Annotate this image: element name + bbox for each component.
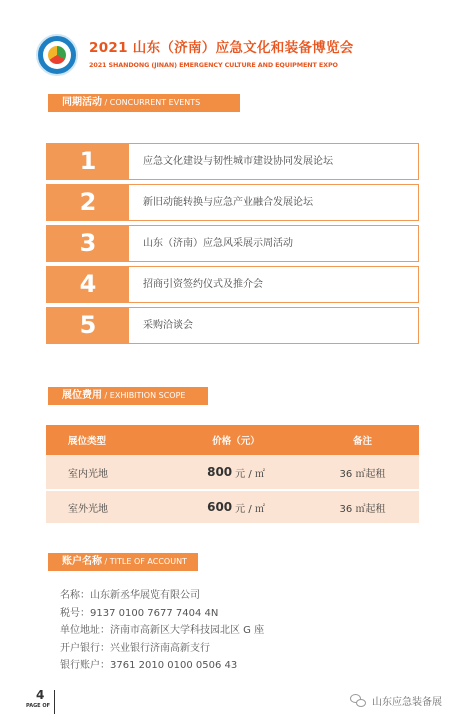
price-unit: 元 / ㎡ (235, 503, 265, 515)
price-table-header (46, 425, 419, 455)
page-divider (54, 690, 55, 714)
price-value: 600 (207, 500, 233, 514)
expo-title-cn: 2021 山东（济南）应急文化和装备博览会 (89, 40, 354, 56)
page-number: 4 (36, 688, 45, 702)
header-note: 备注 (352, 436, 372, 447)
event-title: 采购洽谈会 (143, 320, 193, 331)
account-tax-id: 税号：9137 0100 7677 7404 4N (60, 607, 219, 619)
table-row (46, 455, 419, 489)
booth-price (166, 455, 306, 489)
booth-type: 室外光地 (68, 503, 108, 515)
header-price: 价格（元） (212, 436, 260, 447)
events-list (46, 143, 419, 348)
booth-note: 36 ㎡起租 (339, 503, 386, 515)
event-title: 山东（济南）应急风采展示周活动 (143, 238, 293, 249)
events-label-en: / CONCURRENT EVENTS (102, 98, 201, 107)
event-title: 新旧动能转换与应急产业融合发展论坛 (143, 197, 313, 208)
account-label-en: / TITLE OF ACCOUNT (102, 557, 187, 566)
watermark-text: 山东应急装备展 (372, 697, 442, 708)
header (0, 0, 466, 90)
booth-type: 室内光地 (68, 468, 108, 480)
price-value: 800 (207, 465, 233, 479)
account-section-label (48, 553, 198, 571)
scope-label-cn: 展位费用 (62, 390, 102, 401)
account-bank: 开户银行：兴业银行济南高新支行 (60, 642, 210, 654)
event-title: 招商引资签约仪式及推介会 (143, 279, 263, 290)
table-row (46, 489, 419, 523)
wechat-icon (350, 694, 366, 708)
event-item (46, 266, 419, 303)
event-item (46, 225, 419, 262)
price-table (46, 425, 419, 523)
event-item (46, 184, 419, 221)
event-title: 应急文化建设与韧性城市建设协同发展论坛 (143, 156, 333, 167)
events-label-cn: 同期活动 (62, 97, 102, 108)
booth-note: 36 ㎡起租 (339, 468, 386, 480)
account-number: 银行账户：3761 2010 0100 0506 43 (60, 660, 238, 671)
account-label-cn: 账户名称 (62, 556, 102, 567)
account-name: 名称：山东新丞华展览有限公司 (60, 590, 200, 601)
scope-label-en: / EXHIBITION SCOPE (102, 391, 186, 400)
wechat-watermark (350, 693, 442, 708)
event-item (46, 307, 419, 344)
events-section-label (48, 94, 240, 112)
event-number: 1 (47, 144, 129, 179)
event-item (46, 143, 419, 180)
expo-title-en: 2021 SHANDONG (JINAN) EMERGENCY CULTURE AND EQUIPMENT EXPO (89, 61, 338, 69)
event-number: 4 (47, 267, 129, 302)
page-of-label: PAGE OF (26, 703, 51, 709)
event-number: 3 (47, 226, 129, 261)
scope-section-label (48, 387, 208, 405)
account-details (60, 587, 264, 675)
event-number: 5 (47, 308, 129, 343)
account-address: 单位地址：济南市高新区大学科技园北区 G 座 (60, 625, 265, 636)
price-unit: 元 / ㎡ (235, 468, 265, 480)
header-type: 展位类型 (68, 436, 107, 447)
expo-logo-icon (36, 34, 78, 76)
event-number: 2 (47, 185, 129, 220)
booth-price (166, 491, 306, 523)
